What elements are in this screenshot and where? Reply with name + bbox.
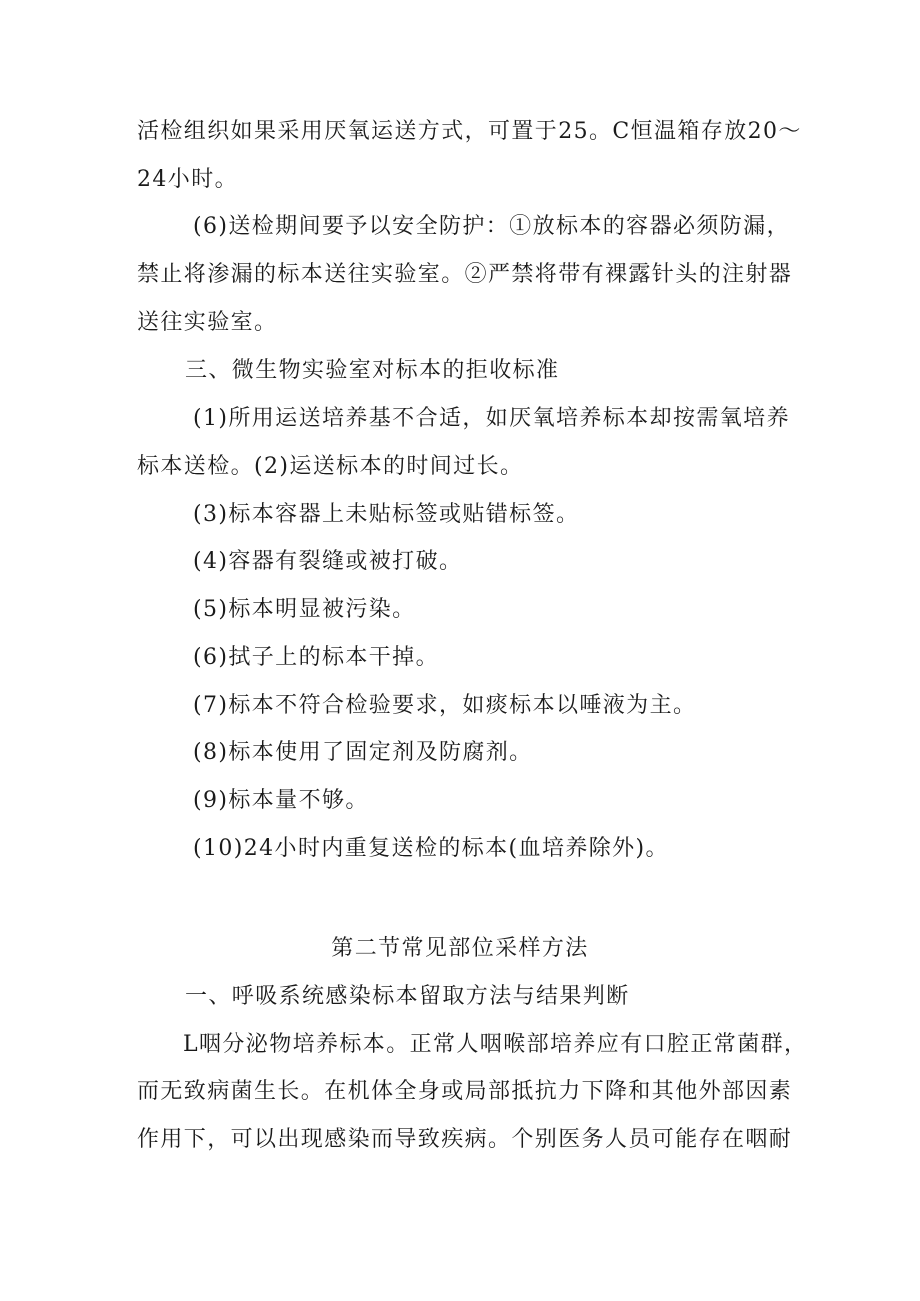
- section-heading: 一、呼吸系统感染标本留取方法与结果判断: [185, 984, 630, 1009]
- chapter-heading: 第二节常见部位采样方法: [331, 936, 589, 961]
- list-item: (1)所用运送培养基不合适，如厌氧培养标本却按需氧培养: [193, 406, 790, 431]
- body-text-line: 禁止将渗漏的标本送往实验室。②严禁将带有裸露针头的注射器: [137, 262, 793, 287]
- list-item: (9)标本量不够。: [193, 788, 369, 813]
- section-heading: 三、微生物实验室对标本的拒收标准: [185, 358, 560, 383]
- list-item: (4)容器有裂缝或被打破。: [193, 549, 463, 574]
- body-text-line: 24小时。: [137, 167, 238, 192]
- body-text-line: 标本送检。(2)运送标本的时间过长。: [137, 454, 524, 479]
- body-text-line: 而无致病菌生长。在机体全身或局部抵抗力下降和其他外部因素: [137, 1079, 793, 1104]
- list-item: (10)24小时内重复送检的标本(血培养除外)。: [193, 836, 669, 861]
- body-text-line: 活检组织如果采用厌氧运送方式，可置于25。C恒温箱存放20～: [137, 119, 802, 144]
- body-text-line: L咽分泌物培养标本。正常人咽喉部培养应有口腔正常菌群，: [183, 1032, 808, 1057]
- list-item: (3)标本容器上未贴标签或贴错标签。: [193, 502, 580, 527]
- body-text-line: 作用下，可以出现感染而导致疾病。个别医务人员可能存在咽耐: [137, 1127, 793, 1152]
- body-text-line: 送往实验室。: [137, 310, 278, 335]
- list-item: (6)送检期间要予以安全防护：①放标本的容器必须防漏，: [193, 214, 790, 239]
- list-item: (7)标本不符合检验要求，如痰标本以唾液为主。: [193, 693, 697, 718]
- list-item: (6)拭子上的标本干掉。: [193, 645, 439, 670]
- list-item: (8)标本使用了固定剂及防腐剂。: [193, 740, 533, 765]
- list-item: (5)标本明显被污染。: [193, 597, 416, 622]
